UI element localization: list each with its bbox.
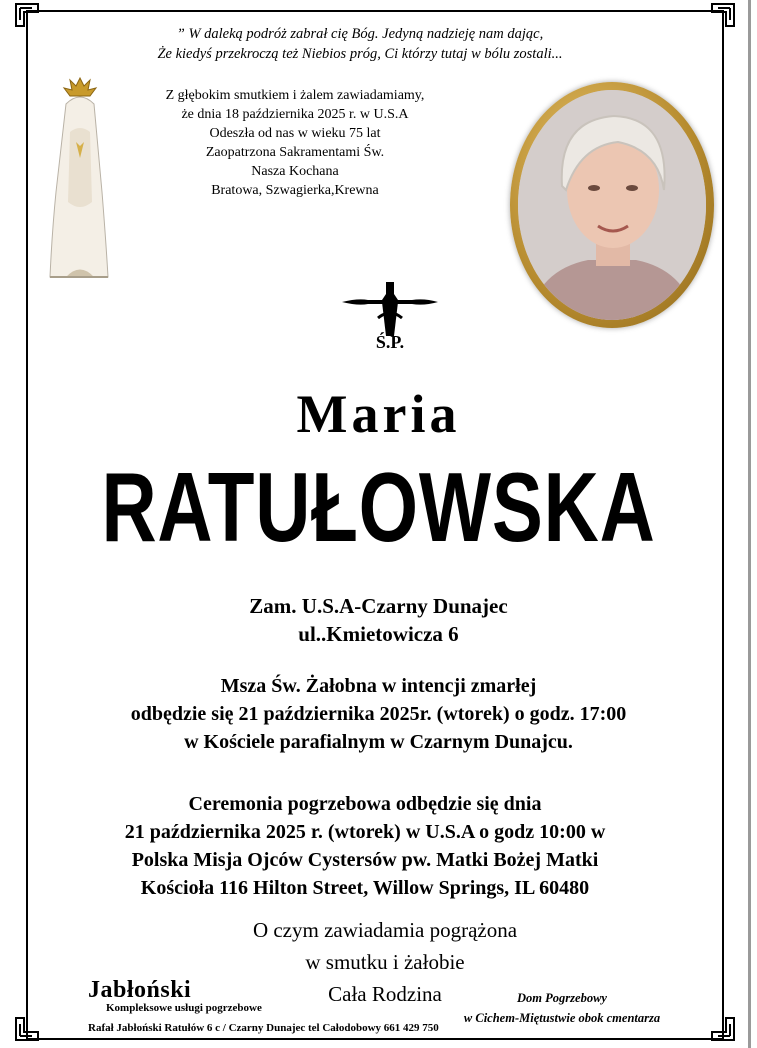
logo-title: Jabłoński	[88, 977, 192, 1003]
logo-address: Rafał Jabłoński Ratułów 6 c / Czarny Dunajec tel Całodobowy 661 429 750	[88, 1022, 439, 1034]
intro-line: Zaopatrzona Sakramentami Św.	[205, 145, 385, 160]
intro-line: Bratowa, Szwagierka,Krewna	[211, 183, 379, 198]
closing-line: w smutku i żałobie	[305, 950, 465, 974]
intro-line: Z głębokim smutkiem i żalem zawiadamiamy,	[165, 88, 425, 103]
sp-label: Ś.P.	[375, 332, 405, 352]
poem-line-2: Że kiedyś przekroczą też Niebios próg, Ci którzy tutaj w bólu zostali...	[157, 46, 563, 62]
intro-line: Odeszła od nas w wieku 75 lat	[209, 126, 381, 141]
funeral-home-info	[452, 988, 672, 1028]
ceremony-info	[0, 790, 730, 902]
address-line-1: Zam. U.S.A-Czarny Dunajec	[249, 594, 508, 618]
corner-ornament-top-right	[706, 2, 736, 32]
corner-ornament-bottom-left	[14, 1012, 44, 1042]
mass-line: odbędzie się 21 października 2025r. (wtorek) o godz. 17:00	[130, 703, 627, 725]
intro-line: Nasza Kochana	[251, 164, 339, 179]
ceremony-line: Kościoła 116 Hilton Street, Willow Springs, IL 60480	[140, 877, 590, 899]
funeral-home-line-1: Dom Pogrzebowy	[517, 991, 607, 1005]
ceremony-line: Polska Misja Ojców Cystersów pw. Matki Bożej Matki	[131, 849, 599, 871]
mass-line: Msza Św. Żałobna w intencji zmarłej	[220, 675, 537, 697]
page-edge-line	[748, 0, 751, 1048]
address-line-2: ul..Kmietowicza 6	[298, 622, 459, 646]
intro-line: że dnia 18 października 2025 r. w U.S.A	[181, 107, 409, 122]
mass-info	[0, 672, 757, 756]
funeral-service-logo	[88, 977, 439, 1035]
deceased-first-name: Maria	[296, 384, 461, 444]
closing-line: Cała Rodzina	[328, 982, 442, 1006]
ceremony-line: Ceremonia pogrzebowa odbędzie się dnia	[188, 793, 542, 815]
corner-ornament-bottom-right	[706, 1012, 736, 1042]
poem-line-1: ” W daleką podróż zabrał cię Bóg. Jedyną nadzieję nam dając,	[176, 26, 544, 42]
logo-subtitle: Kompleksowe usługi pogrzebowe	[106, 1002, 262, 1014]
poem-verse	[40, 24, 680, 64]
deceased-last-name: RATUŁOWSKA	[101, 452, 656, 562]
announcement-intro	[130, 86, 460, 200]
closing-line: O czym zawiadamia pogrążona	[252, 918, 518, 942]
residence-address	[0, 592, 757, 648]
cross-emblem	[338, 278, 442, 356]
funeral-home-line-2: w Cichem-Miętustwie obok cmentarza	[463, 1011, 661, 1025]
virgin-mary-statue-image	[36, 72, 116, 287]
mass-line: w Kościele parafialnym w Czarnym Dunajcu.	[184, 731, 573, 753]
portrait-photo	[518, 90, 706, 320]
ceremony-line: 21 października 2025 r. (wtorek) w U.S.A o godz 10:00 w	[124, 821, 606, 843]
